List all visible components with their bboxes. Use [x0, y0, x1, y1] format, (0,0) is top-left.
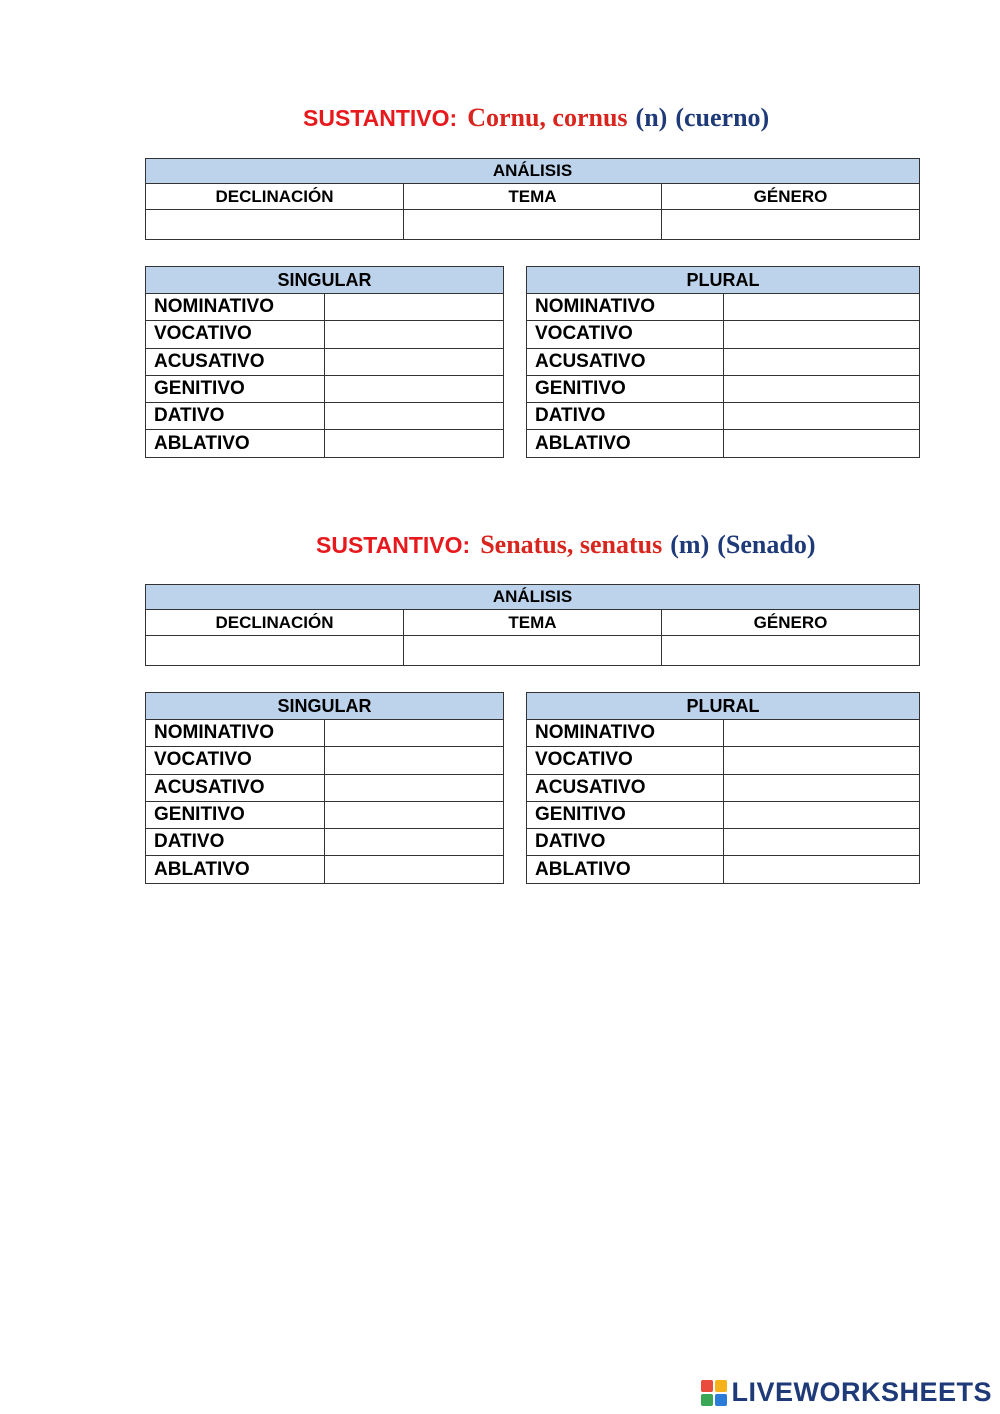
tema-answer-field[interactable]	[404, 636, 662, 666]
case-answer-field[interactable]	[325, 774, 504, 801]
analysis-col-genero: GÉNERO	[662, 184, 920, 210]
case-label: VOCATIVO	[146, 321, 325, 348]
case-answer-field[interactable]	[325, 856, 504, 883]
case-label: ACUSATIVO	[146, 774, 325, 801]
case-label: ACUSATIVO	[527, 348, 724, 375]
case-answer-field[interactable]	[325, 829, 504, 856]
case-label: NOMINATIVO	[146, 720, 325, 747]
analysis-table	[145, 158, 920, 240]
noun-label: SUSTANTIVO:	[316, 532, 471, 558]
logo-text: LIVEWORKSHEETS	[731, 1377, 992, 1407]
plural-header: PLURAL	[527, 693, 920, 720]
logo-block	[715, 1380, 727, 1392]
case-answer-field[interactable]	[723, 801, 920, 828]
case-answer-field[interactable]	[325, 375, 504, 402]
case-label: ACUSATIVO	[146, 348, 325, 375]
case-answer-field[interactable]	[325, 747, 504, 774]
case-label: GENITIVO	[527, 801, 724, 828]
case-answer-field[interactable]	[723, 321, 920, 348]
case-answer-field[interactable]	[325, 720, 504, 747]
case-label: VOCATIVO	[527, 321, 724, 348]
singular-header: SINGULAR	[146, 267, 504, 294]
case-label: DATIVO	[146, 829, 325, 856]
case-label: GENITIVO	[527, 375, 724, 402]
noun-label: SUSTANTIVO:	[303, 105, 458, 131]
noun-gender: (m)	[670, 530, 710, 559]
declinacion-answer-field[interactable]	[146, 210, 404, 240]
case-label: NOMINATIVO	[527, 294, 724, 321]
case-answer-field[interactable]	[723, 403, 920, 430]
case-label: DATIVO	[527, 403, 724, 430]
case-label: NOMINATIVO	[527, 720, 724, 747]
case-answer-field[interactable]	[723, 829, 920, 856]
case-label: DATIVO	[527, 829, 724, 856]
case-label: GENITIVO	[146, 801, 325, 828]
case-label: ACUSATIVO	[527, 774, 724, 801]
tema-answer-field[interactable]	[404, 210, 662, 240]
singular-table	[145, 266, 504, 458]
noun-meaning: (Senado)	[717, 530, 816, 559]
plural-table	[526, 266, 920, 458]
noun-word: Cornu, cornus	[467, 103, 628, 132]
analysis-col-declinacion: DECLINACIÓN	[146, 184, 404, 210]
logo-block	[715, 1394, 727, 1406]
noun-title	[0, 529, 1000, 560]
singular-header: SINGULAR	[146, 693, 504, 720]
genero-answer-field[interactable]	[662, 636, 920, 666]
analysis-col-declinacion: DECLINACIÓN	[146, 610, 404, 636]
case-label: GENITIVO	[146, 375, 325, 402]
case-label: DATIVO	[146, 403, 325, 430]
case-answer-field[interactable]	[325, 430, 504, 457]
case-answer-field[interactable]	[325, 348, 504, 375]
noun-meaning: (cuerno)	[675, 103, 770, 132]
case-answer-field[interactable]	[325, 294, 504, 321]
analysis-col-genero: GÉNERO	[662, 610, 920, 636]
plural-header: PLURAL	[527, 267, 920, 294]
case-label: NOMINATIVO	[146, 294, 325, 321]
case-answer-field[interactable]	[723, 430, 920, 457]
noun-gender: (n)	[635, 103, 668, 132]
case-answer-field[interactable]	[325, 321, 504, 348]
case-answer-field[interactable]	[723, 747, 920, 774]
case-answer-field[interactable]	[723, 856, 920, 883]
case-answer-field[interactable]	[723, 720, 920, 747]
analysis-col-tema: TEMA	[404, 610, 662, 636]
logo-block	[701, 1394, 713, 1406]
case-answer-field[interactable]	[723, 348, 920, 375]
case-label: ABLATIVO	[146, 430, 325, 457]
analysis-header: ANÁLISIS	[146, 585, 920, 610]
case-answer-field[interactable]	[325, 403, 504, 430]
case-answer-field[interactable]	[723, 774, 920, 801]
genero-answer-field[interactable]	[662, 210, 920, 240]
singular-table	[145, 692, 504, 884]
case-answer-field[interactable]	[723, 375, 920, 402]
plural-table	[526, 692, 920, 884]
case-label: ABLATIVO	[527, 430, 724, 457]
liveworksheets-logo	[701, 1377, 992, 1408]
noun-word: Senatus, senatus	[480, 530, 663, 559]
logo-block	[701, 1380, 713, 1392]
case-label: ABLATIVO	[527, 856, 724, 883]
noun-title	[0, 102, 1000, 133]
analysis-header: ANÁLISIS	[146, 159, 920, 184]
case-answer-field[interactable]	[723, 294, 920, 321]
logo-blocks-icon	[701, 1380, 727, 1406]
case-label: VOCATIVO	[527, 747, 724, 774]
case-answer-field[interactable]	[325, 801, 504, 828]
case-label: ABLATIVO	[146, 856, 325, 883]
case-label: VOCATIVO	[146, 747, 325, 774]
analysis-table	[145, 584, 920, 666]
analysis-col-tema: TEMA	[404, 184, 662, 210]
declinacion-answer-field[interactable]	[146, 636, 404, 666]
